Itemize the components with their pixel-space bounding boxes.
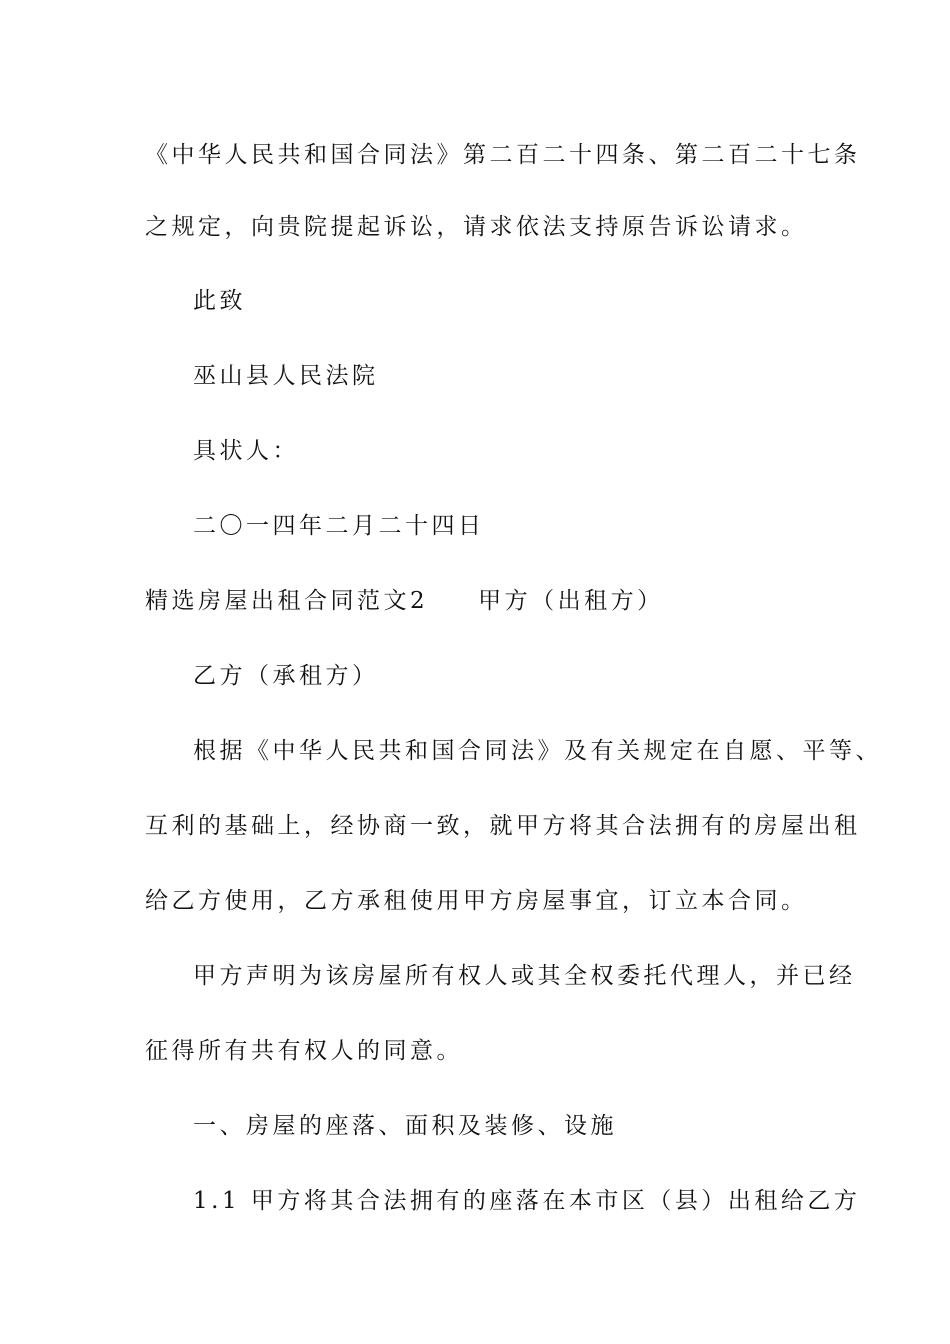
contract-title: 精选房屋出租合同范文2 xyxy=(145,588,429,614)
section-heading: 一、房屋的座落、面积及装修、设施 xyxy=(193,1113,617,1139)
plaintiff-label: 具状人： xyxy=(193,438,299,464)
court-name: 巫山县人民法院 xyxy=(193,363,379,389)
text-line: 根据《中华人民共和国合同法》及有关规定在自愿、平等、 xyxy=(193,738,882,764)
text-line: 互利的基础上，经协商一致，就甲方将其合法拥有的房屋出租 xyxy=(145,813,861,839)
text-line: 给乙方使用，乙方承租使用甲方房屋事宜，订立本合同。 xyxy=(145,888,808,914)
party-a-label: 甲方（出租方） xyxy=(478,588,664,614)
document-date: 二〇一四年二月二十四日 xyxy=(193,513,485,539)
salutation: 此致 xyxy=(193,288,246,314)
contract-heading xyxy=(145,586,664,616)
clause-text: 1.1 甲方将其合法拥有的座落在本市区（县）出租给乙方 xyxy=(193,1188,861,1214)
text-line: 之规定，向贵院提起诉讼，请求依法支持原告诉讼请求。 xyxy=(145,214,808,240)
text-line: 征得所有共有权人的同意。 xyxy=(145,1038,463,1064)
text-line: 《中华人民共和国合同法》第二百二十四条、第二百二十七条 xyxy=(145,142,861,168)
text-line: 甲方声明为该房屋所有权人或其全权委托代理人，并已经 xyxy=(193,963,856,989)
party-b-label: 乙方（承租方） xyxy=(193,663,379,689)
